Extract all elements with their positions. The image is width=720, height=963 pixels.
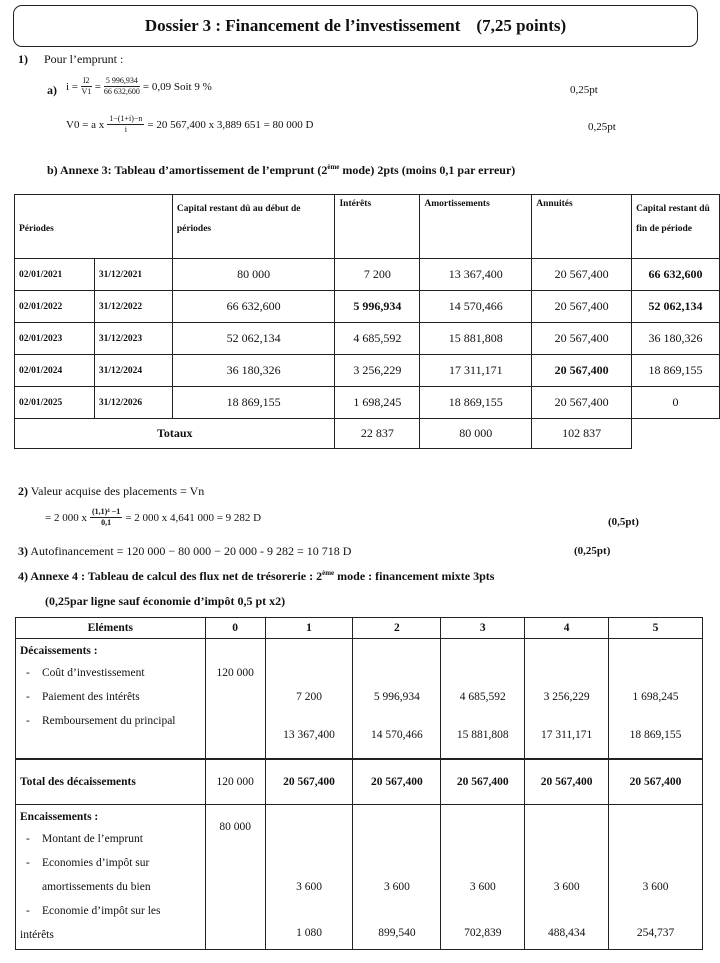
amortization-table [14, 194, 720, 449]
totals-label: Totaux [15, 419, 335, 449]
row-amortissement: 14 570,466 [420, 291, 532, 323]
row-interets: 3 256,229 [335, 355, 420, 387]
header-row [16, 618, 703, 639]
table-row [15, 355, 720, 387]
q1b-text2: mode) 2pts (moins 0,1 par erreur) [342, 163, 516, 177]
row-end-date: 31/12/2023 [94, 323, 172, 355]
q1-intro: Pour l’emprunt : [44, 52, 124, 66]
q1b-sup: ème [327, 163, 340, 171]
eco-int-value: 254,737 [636, 927, 675, 939]
rate-eq: = [94, 80, 101, 93]
eco-amort-label-1: - Economies d’impôt sur [20, 851, 201, 875]
v0-fraction [107, 114, 144, 135]
q2-fraction [90, 507, 122, 528]
rate-fraction-2 [104, 76, 140, 97]
header-periodes: Périodes [15, 195, 173, 259]
year1-encaissements [265, 805, 353, 950]
header-elements: Eléments [16, 618, 206, 639]
header-year-5: 5 [609, 618, 703, 639]
decaissements-block [16, 639, 703, 759]
row-start-date: 02/01/2022 [15, 291, 95, 323]
header-annuites: Annuités [532, 195, 632, 259]
row-amortissement: 13 367,400 [420, 259, 532, 291]
row-annuite: 20 567,400 [532, 291, 632, 323]
table-row [15, 259, 720, 291]
interets-value: 4 685,592 [459, 691, 506, 703]
total-decaissements-label: Total des décaissements [16, 759, 206, 805]
cash-flow-table [15, 617, 703, 950]
principal-label: - Remboursement du principal [20, 709, 201, 733]
row-interets: 4 685,592 [335, 323, 420, 355]
eco-int-value: 1 080 [296, 927, 322, 939]
year4-decaissements [525, 639, 609, 759]
q3-heading [18, 544, 351, 559]
header-capital-fin: Capital restant dû fin de période [632, 195, 720, 259]
eco-amort-value: 3 600 [642, 881, 669, 893]
q4-sup: ème [322, 569, 335, 577]
header-year-0: 0 [205, 618, 265, 639]
row-capital-fin: 36 180,326 [632, 323, 720, 355]
section-title [13, 5, 698, 47]
v0-formula [66, 114, 313, 135]
row-capital-fin: 66 632,600 [632, 259, 720, 291]
row-annuite: 20 567,400 [532, 323, 632, 355]
decaissements-label: Décaissements : [20, 645, 98, 657]
q2-points: (0,5pt) [608, 516, 639, 528]
row-capital-debut: 52 062,134 [172, 323, 335, 355]
principal-value: 17 311,171 [540, 729, 593, 741]
year5-decaissements [609, 639, 703, 759]
rate-formula [66, 76, 212, 97]
row-interets: 5 996,934 [335, 291, 420, 323]
montant-label: - Montant de l’emprunt [20, 827, 201, 851]
total-annuites: 102 837 [532, 419, 632, 449]
q1b-label: b) [47, 163, 58, 177]
v0-result: = 20 567,400 x 3,889 651 = 80 000 D [147, 118, 314, 131]
encaissements-block [16, 805, 703, 950]
q2-frac-den: 0,1 [101, 518, 112, 527]
eco-int-label-2: intérêts [20, 929, 54, 941]
eco-int-value: 488,434 [547, 927, 586, 939]
row-annuite: 20 567,400 [532, 387, 632, 419]
total-dec-year-0: 120 000 [205, 759, 265, 805]
year3-decaissements [441, 639, 525, 759]
q3-text: Autofinancement = 120 000 − 80 000 − 20 000 - 9 282 = 10 718 D [30, 544, 352, 558]
header-amortissements: Amortissements [420, 195, 532, 259]
cout-year-0: 120 000 [216, 667, 254, 679]
empty-cell [632, 419, 720, 449]
interets-value: 3 256,229 [543, 691, 590, 703]
eco-amort-value: 3 600 [469, 881, 496, 893]
header-year-2: 2 [353, 618, 441, 639]
rate-lhs: i = [66, 80, 79, 93]
eco-int-value: 899,540 [378, 927, 416, 939]
montant-year-0: 80 000 [219, 821, 251, 833]
frac2-num: 5 996,934 [105, 76, 138, 85]
principal-value: 15 881,808 [456, 729, 509, 741]
interets-value: 7 200 [296, 691, 322, 703]
total-interets: 22 837 [335, 419, 420, 449]
row-amortissement: 15 881,808 [420, 323, 532, 355]
q4-text: Annexe 4 : Tableau de calcul des flux net de trésorerie : 2 [30, 569, 323, 583]
eco-amort-value: 3 600 [383, 881, 410, 893]
principal-value: 13 367,400 [283, 729, 335, 741]
encaissements-labels [16, 805, 206, 950]
v0-points: 0,25pt [588, 121, 616, 133]
total-dec-year-5: 20 567,400 [609, 759, 703, 805]
interets-label: - Paiement des intérêts [20, 685, 201, 709]
row-interets: 1 698,245 [335, 387, 420, 419]
total-dec-year-1: 20 567,400 [265, 759, 353, 805]
header-capital-debut: Capital restant dû au début de périodes [172, 195, 335, 259]
q2-lhs: = 2 000 x [45, 511, 87, 524]
row-end-date: 31/12/2022 [94, 291, 172, 323]
cout-label: - Coût d’investissement [20, 661, 201, 685]
rate-fraction-1 [81, 76, 92, 97]
header-year-3: 3 [441, 618, 525, 639]
q1b-text: Annexe 3: Tableau d’amortissement de l’emprunt (2 [60, 163, 328, 177]
row-end-date: 31/12/2021 [94, 259, 172, 291]
q2-text: Valeur acquise des placements = Vn [30, 484, 205, 498]
total-dec-year-2: 20 567,400 [353, 759, 441, 805]
year5-encaissements [609, 805, 703, 950]
q4-label: 4) [18, 569, 28, 583]
year0-decaissements [205, 639, 265, 759]
table-row [15, 323, 720, 355]
q3-label: 3) [18, 544, 28, 558]
row-amortissement: 18 869,155 [420, 387, 532, 419]
title-text: Dossier 3 : Financement de l’investissement [144, 16, 461, 35]
eco-int-value: 702,839 [464, 927, 502, 939]
table-row [15, 291, 720, 323]
eco-amort-label-2: amortissements du bien [42, 881, 151, 893]
header-interets: Intérêts [335, 195, 420, 259]
row-capital-debut: 66 632,600 [172, 291, 335, 323]
interets-value: 5 996,934 [373, 691, 420, 703]
table-row [15, 387, 720, 419]
row-capital-fin: 52 062,134 [632, 291, 720, 323]
row-annuite: 20 567,400 [532, 259, 632, 291]
total-dec-year-4: 20 567,400 [525, 759, 609, 805]
q3-points: (0,25pt) [574, 545, 611, 557]
total-dec-year-3: 20 567,400 [441, 759, 525, 805]
v0-frac-den: i [124, 125, 127, 134]
q1b-heading [47, 163, 515, 178]
header-year-1: 1 [265, 618, 353, 639]
eco-amort-value: 3 600 [553, 881, 580, 893]
v0-lhs: V0 = a x [66, 118, 105, 131]
total-decaissements-row [16, 759, 703, 805]
row-interets: 7 200 [335, 259, 420, 291]
row-capital-fin: 0 [632, 387, 720, 419]
decaissements-labels [16, 639, 206, 759]
q1a-label: a) [47, 83, 57, 97]
eco-amort-value: 3 600 [296, 881, 322, 893]
eco-int-label-1: - Economie d’impôt sur les [20, 899, 201, 923]
totals-row [15, 419, 720, 449]
row-amortissement: 17 311,171 [420, 355, 532, 387]
row-capital-debut: 80 000 [172, 259, 335, 291]
q4-heading [18, 569, 494, 584]
year1-decaissements [265, 639, 353, 759]
principal-value: 14 570,466 [371, 729, 423, 741]
q2-label: 2) [18, 484, 28, 498]
year2-decaissements [353, 639, 441, 759]
rate-result: = 0,09 Soit 9 % [142, 80, 212, 93]
q4-subtext: (0,25par ligne sauf économie d’impôt 0,5 pt x2) [45, 594, 286, 608]
row-start-date: 02/01/2021 [15, 259, 95, 291]
q2-frac-num: (1,1)⁴ −1 [91, 507, 121, 516]
q2-result: = 2 000 x 4,641 000 = 9 282 D [125, 511, 262, 524]
q2-formula [45, 507, 261, 528]
row-start-date: 02/01/2023 [15, 323, 95, 355]
row-end-date: 31/12/2026 [94, 387, 172, 419]
q1-label: 1) [18, 52, 28, 66]
frac2-den: 66 632,600 [103, 87, 140, 96]
row-end-date: 31/12/2024 [94, 355, 172, 387]
principal-value: 18 869,155 [629, 729, 682, 741]
year0-encaissements [205, 805, 265, 950]
row-start-date: 02/01/2025 [15, 387, 95, 419]
row-start-date: 02/01/2024 [15, 355, 95, 387]
year2-encaissements [353, 805, 441, 950]
header-year-4: 4 [525, 618, 609, 639]
q4-text2: mode : financement mixte 3pts [337, 569, 495, 583]
year4-encaissements [525, 805, 609, 950]
frac1-num: I2 [83, 76, 90, 85]
row-capital-fin: 18 869,155 [632, 355, 720, 387]
row-annuite: 20 567,400 [532, 355, 632, 387]
rate-points: 0,25pt [570, 84, 598, 96]
v0-frac-num: 1−(1+i)−n [109, 114, 143, 123]
title-points: (7,25 points) [476, 16, 567, 35]
year3-encaissements [441, 805, 525, 950]
row-capital-debut: 18 869,155 [172, 387, 335, 419]
total-amortissements: 80 000 [420, 419, 532, 449]
row-capital-debut: 36 180,326 [172, 355, 335, 387]
interets-value: 1 698,245 [632, 691, 679, 703]
q2-heading [18, 484, 204, 499]
frac1-den: V1 [81, 87, 92, 96]
encaissements-label: Encaissements : [20, 811, 99, 823]
